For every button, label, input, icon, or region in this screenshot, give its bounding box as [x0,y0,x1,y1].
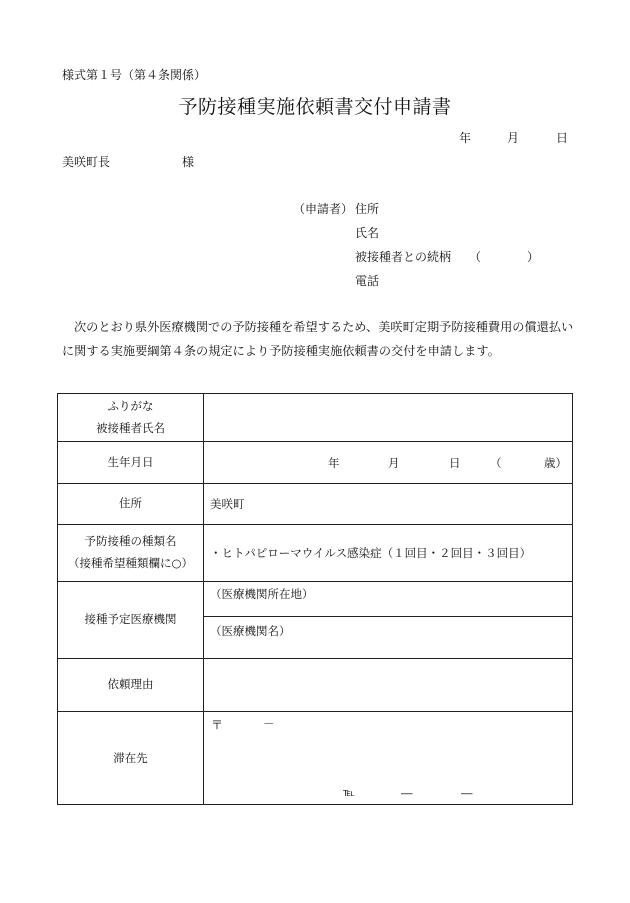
address-label: 住所 [119,496,142,510]
relation-paren-open: （ [469,250,482,264]
furigana-label: ふりがな [107,399,154,413]
patient-name-label: 被接種者氏名 [96,421,165,435]
row-divider [58,658,572,659]
date-month-label: 月 [507,131,520,145]
vaccine-note-label: （接種希望種類欄に○） [67,556,194,570]
relation-paren-close: ） [527,250,540,264]
postal-mark: 〒 [211,718,224,732]
tel-dash-2: ― [461,786,473,800]
row-divider [58,524,572,525]
vaccine-type-label: 予防接種の種類名 [84,534,177,548]
row-divider [58,441,572,442]
date-day-label: 日 [556,131,569,145]
vaccine-option[interactable]: ・ヒトパピローマウイルス感染症（１回目・２回目・３回目） [210,546,532,560]
applicant-phone-label: 電話 [355,274,380,288]
tel-dash-1: ― [401,786,413,800]
reason-field[interactable] [208,662,566,707]
reason-label: 依頼理由 [107,677,154,691]
applicant-address-label: 住所 [355,202,380,216]
application-statement: 次のとおり県外医療機関での予防接種を希望するため、美咲町定期予防接種費用の償還払いに関する実施要綱第４条の規定により予防接種実施依頼書の交付を申請します。 [62,320,574,358]
row-divider [58,711,572,712]
age-label: 歳） [544,456,567,470]
column-divider [203,394,204,804]
stay-label: 滞在先 [113,751,148,765]
tel-mark: ℡ [343,786,355,799]
row-divider [58,483,572,484]
birthdate-label: 生年月日 [107,455,154,469]
patient-name-field[interactable] [208,398,566,438]
document-title: 予防接種実施依頼書交付申請書 [178,96,452,118]
institution-location-label: （医療機関所在地） [210,587,314,601]
honorific: 様 [182,155,195,169]
institution-sub-divider [203,616,572,617]
applicant-relation-label: 被接種者との続柄 [355,250,452,264]
addressee: 美咲町長 [62,155,111,169]
row-divider [58,581,572,582]
applicant-name-label: 氏名 [355,226,380,240]
applicant-label: （申請者） [293,202,354,216]
application-table [57,393,573,805]
institution-name-label: （医療機関名） [210,624,291,638]
birth-day-label: 日 [449,456,461,470]
institution-label: 接種予定医療機関 [84,612,177,626]
age-paren-open: （ [490,456,502,470]
form-number: 様式第１号（第４条関係） [62,68,207,82]
birth-month-label: 月 [388,456,400,470]
address-value[interactable]: 美咲町 [210,497,245,511]
date-year-label: 年 [459,131,472,145]
birth-year-label: 年 [328,456,340,470]
postal-dash: － [263,717,275,731]
